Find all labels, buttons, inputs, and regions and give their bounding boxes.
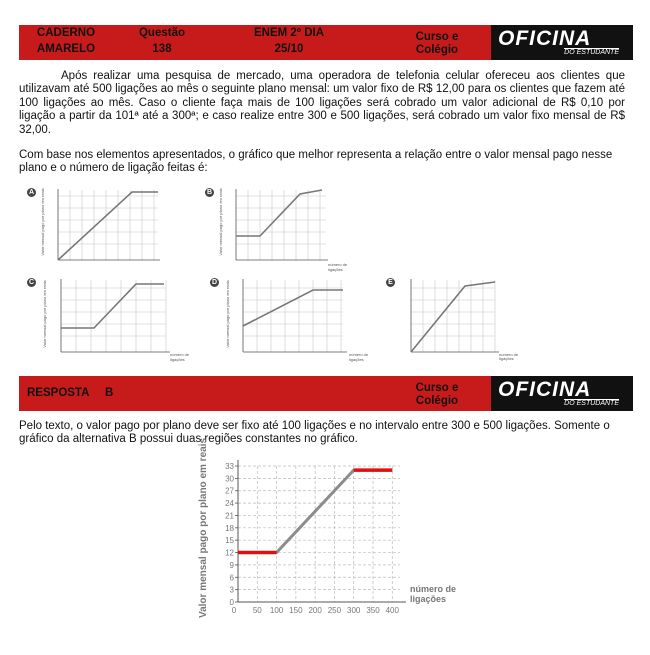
- answer-chart-ylabel: Valor mensal pago por plano em reais: [198, 437, 209, 619]
- enem-label: ENEM 2º DIA: [253, 27, 325, 39]
- answer-chart-grid: [238, 466, 400, 602]
- answer-logo-word: OFICINA: [498, 378, 592, 401]
- option-b-label: B: [206, 189, 213, 196]
- answer-chart-y-ticks: [225, 462, 238, 607]
- option-e-grid: [411, 280, 495, 352]
- option-d-chart: [219, 276, 379, 364]
- x-tick-label-6: 300: [347, 606, 361, 615]
- option-b-xlabel-2: ligações: [328, 267, 343, 272]
- y-tick-label-4: 12: [225, 548, 234, 558]
- answer-chart-x-ticks: [232, 606, 400, 615]
- answer-logo-sub: DO ESTUDANTE: [564, 400, 619, 407]
- x-tick-label-1: 50: [252, 606, 262, 615]
- option-c-xlabel-2: ligações: [170, 357, 185, 362]
- y-tick-label-5: 15: [225, 536, 234, 546]
- option-a-label: A: [28, 189, 35, 196]
- option-b-xlabel-1: número de: [328, 262, 348, 267]
- option-a-ylabel: Valor mensal pago por plano em reais: [40, 188, 45, 256]
- x-tick-label-4: 200: [308, 606, 322, 615]
- enem-date: 25/10: [274, 43, 304, 55]
- option-d-xlabel-2: ligações: [349, 357, 364, 362]
- option-c-xlabel-1: número de: [170, 352, 190, 357]
- answer-text: Pelo texto, o valor pago por plano deve ser fixo até 100 ligações e no intervalo entre 300 e 500 ligações. Somente o gráfico da alternativa B possui duas regiões constantes no gráfico.: [19, 420, 610, 446]
- option-d-ylabel: Valor mensal pago por plano em reais: [225, 280, 230, 348]
- answer-band: [19, 376, 633, 411]
- option-d-label: D: [211, 279, 218, 286]
- option-a-line: [58, 192, 158, 260]
- option-e-xlabel-1: número de: [499, 352, 519, 357]
- option-d-xlabel-1: número de: [349, 352, 369, 357]
- answer-chart-xlabel-2: ligações: [410, 594, 447, 604]
- logo-sub: DO ESTUDANTE: [564, 49, 619, 56]
- y-tick-label-0: 0: [229, 598, 234, 607]
- answer-curso-line2: Colégio: [415, 395, 459, 407]
- oficina-logo: [491, 25, 633, 60]
- y-tick-label-9: 27: [225, 486, 234, 496]
- x-tick-label-3: 150: [289, 606, 303, 615]
- x-tick-label-2: 100: [269, 606, 284, 615]
- y-tick-label-7: 21: [225, 511, 234, 521]
- x-tick-label-7: 350: [366, 606, 380, 615]
- y-tick-label-10: 30: [225, 474, 234, 484]
- option-b-chart: [214, 186, 348, 274]
- logo-word: OFICINA: [498, 27, 592, 50]
- option-d-line: [243, 290, 343, 326]
- caderno-value: AMARELO: [36, 43, 96, 55]
- questao-value: 138: [152, 43, 172, 55]
- option-a-grid: [58, 190, 158, 260]
- y-tick-label-1: 3: [229, 585, 234, 595]
- answer-oficina-logo: [491, 376, 633, 411]
- resposta-value: B: [105, 387, 114, 399]
- x-tick-label-8: 400: [385, 606, 399, 615]
- option-c-ylabel: Valor mensal pago por plano em reais: [42, 280, 47, 348]
- question-paragraph-1: Após realizar uma pesquisa de mercado, uma operadora de telefonia celular ofereceu aos clientes que utilizavam até 500 ligações ao mês o seguinte plano mensal: um valor fixo de R$ 12,00 para os clientes que fazem até 100 ligações ao mês. Caso o cliente faça mais de 100 ligações será cobrado um valor adicional de R$ 0,10 por ligação a partir da 101ª até a 300ª; e caso realize entre 300 e 500 ligações, será cobrado um valor fixo mensal de R$ 32,00.: [19, 70, 625, 136]
- answer-chart-xlabel-1: número de: [410, 584, 457, 594]
- y-tick-label-6: 18: [225, 523, 234, 533]
- resposta-label: RESPOSTA: [27, 387, 90, 399]
- option-c-line: [61, 284, 164, 328]
- y-tick-label-2: 6: [229, 573, 234, 583]
- curso-line1: Curso e: [415, 31, 459, 43]
- option-e-chart: [395, 276, 519, 360]
- option-b-line: [236, 190, 322, 236]
- header-band: [19, 25, 633, 60]
- question-paragraph-2: Com base nos elementos apresentados, o gráfico que melhor representa a relação entre o valor mensal pago nesse plano e o número de ligação feitas é:: [19, 149, 613, 175]
- x-tick-label-5: 250: [327, 606, 342, 615]
- option-e-line: [411, 282, 495, 352]
- option-b-ylabel: Valor mensal pago por plano em reais: [218, 188, 223, 256]
- option-e-label: E: [386, 278, 395, 287]
- answer-curso-line1: Curso e: [415, 382, 459, 394]
- y-tick-label-3: 9: [229, 560, 234, 570]
- option-c-chart: [36, 276, 192, 364]
- option-b-grid: [236, 190, 326, 260]
- x-tick-label-0: 0: [231, 606, 237, 615]
- option-c-grid: [61, 280, 166, 352]
- y-tick-label-11: 33: [225, 462, 234, 471]
- y-tick-label-8: 24: [225, 499, 234, 509]
- questao-label: Questão: [138, 27, 185, 39]
- option-e-xlabel-2: ligações: [499, 356, 514, 361]
- option-c-label: C: [28, 279, 35, 286]
- caderno-label: CADERNO: [36, 27, 96, 39]
- curso-line2: Colégio: [415, 44, 459, 56]
- answer-chart: [190, 437, 460, 619]
- option-a-chart: [36, 186, 164, 266]
